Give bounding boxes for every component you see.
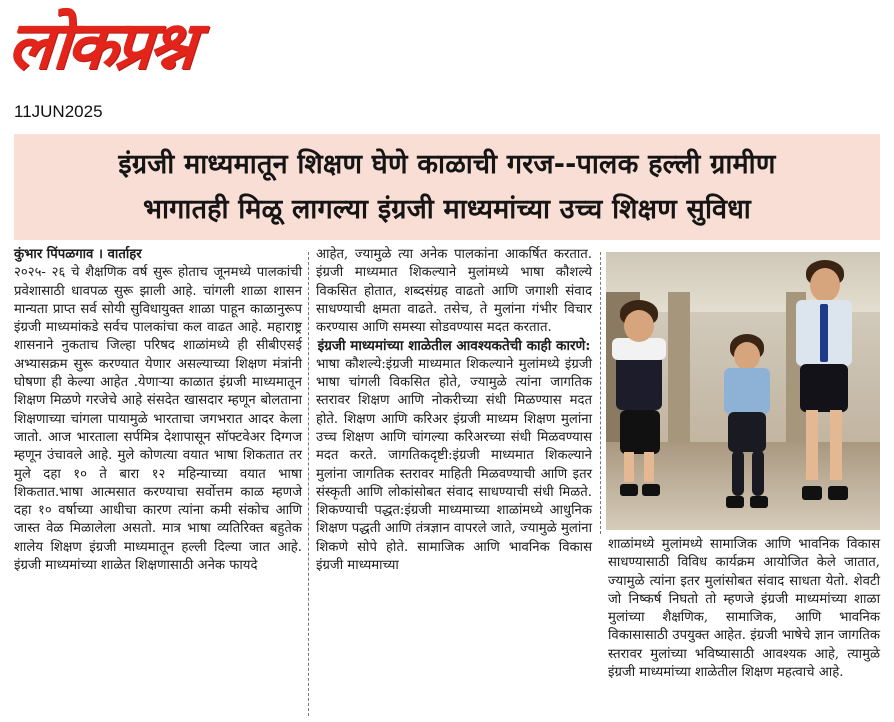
article-column-1 bbox=[14, 246, 302, 575]
photo-girl-leg bbox=[732, 450, 744, 496]
article-text-col2a: आहेत, ज्यामुळे त्या अनेक पालकांना आकर्षित करतात. इंग्रजी माध्यमात शिकल्याने मुलांमध्ये भाषा कौशल्ये विकसित होतात, शब्दसंग्रह वाढतो आणि जगाशी संवाद साधण्याची क्षमता वाढते. तसेच, ते मुलांना गंभीर विचार करण्यास आणि समस्या सोडवण्यास मदत करतात. bbox=[316, 247, 592, 336]
article-text-col3: शाळांमध्ये मुलांमध्ये सामाजिक आणि भावनिक विकास साधण्यासाठी विविध कार्यक्रम आयोजित केले जातात, ज्यामुळे त्यांना इतर मुलांसोबत संवाद साधता येतो. शेवटी जो निष्कर्ष निघतो तो म्हणजे इंग्रजी माध्यमांच्या शाळा मुलांच्या शैक्षणिक, सामाजिक, आणि भावनिक विकासासाठी उपयुक्त आहेत. इंग्रजी भाषेचे ज्ञान जागतिक स्तरावर मुलांच्या भविष्यासाठी आवश्यक आहे, त्यामुळे इंग्रजी माध्यमांच्या शाळेतील शिक्षण महत्वाचे आहे. bbox=[608, 537, 880, 681]
photo-face bbox=[810, 268, 840, 302]
column-divider bbox=[308, 252, 309, 716]
photo-tie bbox=[820, 304, 828, 362]
photo-pillar bbox=[668, 292, 690, 442]
column-divider bbox=[600, 252, 601, 534]
newspaper-logo: लोकप्रश्न bbox=[5, 7, 196, 84]
photo-girl-shirt bbox=[724, 368, 770, 414]
photo-leg bbox=[624, 452, 634, 482]
photo-shoe bbox=[750, 496, 768, 508]
photo-shoe bbox=[620, 484, 638, 496]
photo-girl-trousers bbox=[728, 412, 766, 452]
photo-face bbox=[734, 342, 760, 370]
children-school-photo bbox=[606, 252, 880, 530]
photo-shoe bbox=[642, 484, 660, 496]
photo-girl-leg bbox=[752, 450, 764, 496]
photo-leg bbox=[806, 410, 818, 480]
headline-box bbox=[14, 134, 880, 240]
publication-date: 11JUN2025 bbox=[14, 102, 103, 121]
headline-line-2: भागातही मिळू लागल्या इंग्रजी माध्यमांच्या उच्च शिक्षण सुविधा bbox=[143, 194, 751, 225]
article-column-2 bbox=[316, 246, 592, 575]
photo-leg bbox=[644, 452, 654, 482]
photo-shoe bbox=[726, 496, 744, 508]
headline-line-1: इंग्रजी माध्यमातून शिक्षण घेणे काळाची गरज--पालक हल्ली ग्रामीण bbox=[118, 149, 776, 180]
article-text-col2b: भाषा कौशल्ये:इंग्रजी माध्यमात शिकल्याने मुलांमध्ये इंग्रजी भाषा चांगली विकसित होते, ज्यामुळे त्यांना जागतिक स्तरावर शिक्षण आणि नोकरीच्या संधी मिळण्यास मदत होते. शिक्षण आणि करिअर इंग्रजी माध्यम शिक्षण मुलांना उच्च शिक्षण आणि चांगल्या करिअरच्या संधी मिळवण्यास मदत करते. जागतिकदृष्टी:इंग्रजी माध्यमात शिकल्याने मुलांना जागतिक स्तरावर माहिती मिळवण्याची आणि इतर संस्कृती आणि लोकांसोबत संवाद साधण्याची संधी मिळते. शिकण्याची पद्धत:इंग्रजी माध्यमाच्या शाळांमध्ये आधुनिक शिक्षण पद्धती आणि तंत्रज्ञान वापरले जाते, ज्यामुळे मुलांना शिकणे सोपे होते. सामाजिक आणि भावनिक विकास इंग्रजी माध्यमाच्या bbox=[316, 356, 592, 574]
photo-face bbox=[624, 310, 654, 342]
article-column-3 bbox=[608, 536, 880, 682]
masthead bbox=[5, 6, 298, 100]
section-subhead: इंग्रजी माध्यमांच्या शाळेतील आवश्यकतेची काही कारणे: bbox=[317, 338, 591, 355]
photo-leg bbox=[830, 410, 842, 480]
photo-boy-left-shorts bbox=[620, 410, 660, 454]
photo-shoe bbox=[802, 486, 822, 500]
headline bbox=[26, 142, 868, 232]
photo-boy-right-shorts bbox=[800, 364, 848, 412]
photo-shoe bbox=[828, 486, 848, 500]
byline: कुंभार पिंपळगाव । वार्ताहर bbox=[14, 247, 142, 262]
article-text-col1: २०२५- २६ चे शैक्षणिक वर्ष सुरू होताच जूनमध्ये पालकांची प्रवेशासाठी धावपळ सुरू झाली आहे. चांगली शाळा शासन मान्यता प्राप्त सर्व सोयी सुविधायुक्त शाळा पाहून काळानुरूप इंग्रजी माध्यमांकडे सर्वच पालकांचा कल वाढत आहे. महाराष्ट्र शासनाने नुकताच जिल्हा परिषद शाळांमध्ये ही सीबीएसई अभ्यासक्रम सुरू करण्यात येणार असल्याच्या शिक्षण मंत्रांनी घोषणा ही केल्या आहेत .येणाऱ्या काळात इंग्रजी माध्यमातून शिक्षण मिळणे गरजेचे आहे संसदेत खासदार म्हणून बोलताना शिक्षणाच्या चांगला पायामुळे भारताचा जगभरात आदर केला जातो. आज भारताला सर्पमित्र देशापासून सॉफ्टवेअर दिग्गज म्हणून उंचावले आहे. मुले कोणत्या वयात भाषा शिकतात तर मुले दहा १० ते बारा १२ महिन्याच्या वयात भाषा शिकतात.भाषा आत्मसात करण्याचा सर्वोत्तम काळ म्हणजे दहा १० वर्षाच्या आधीचा कारण त्यांना कमी संकोच आणि जास्त वेळ मिळालेला असतो. मात्र भाषा व्यतिरिक्त बहुतेक शालेय शिक्षण इंग्रजी माध्यमातून हल्ली दिल्या जात आहे. इंग्रजी माध्यमांच्या शाळेत शिक्षणासाठी अनेक फायदे bbox=[14, 265, 302, 574]
